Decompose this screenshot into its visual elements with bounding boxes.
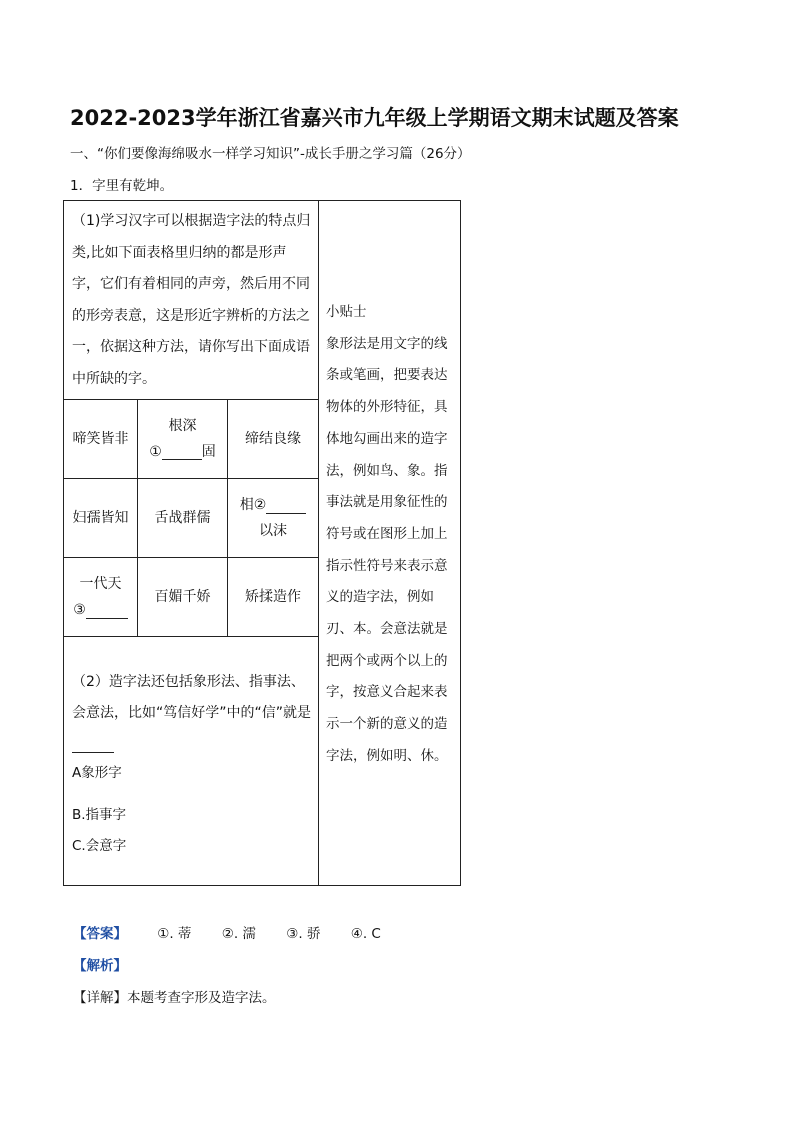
answer-item: ①. 蒂	[157, 926, 192, 942]
idiom-grid	[64, 399, 318, 637]
option-c[interactable]: C.会意字	[72, 838, 127, 854]
idiom-cell-blank	[64, 558, 137, 636]
idiom-text: 舌战群儒	[154, 510, 211, 526]
idiom-cell	[138, 558, 227, 636]
part2-question	[72, 667, 314, 760]
idiom-text: 矫揉造作	[245, 589, 301, 605]
idiom-text: 百媚千娇	[154, 589, 211, 605]
analysis-tag: 【解析】	[73, 958, 127, 974]
answer-item: ③. 骄	[286, 926, 321, 942]
analysis-line	[73, 956, 127, 976]
idiom-text: 相②	[239, 497, 267, 513]
idiom-cell-blank	[138, 399, 227, 478]
idiom-blank-line	[73, 597, 128, 623]
tips-heading: 小贴士	[326, 304, 367, 320]
detail-tag: 【详解】	[73, 990, 127, 1006]
detail-text: 本题考查字形及造字法。	[127, 990, 276, 1006]
part2-text: （2）造字法还包括象形法、指事法、会意法，比如“笃信好学”中的“信”就是	[72, 674, 312, 721]
answer-line	[73, 924, 381, 944]
idiom-cell-blank	[228, 479, 318, 557]
answer-blank[interactable]	[86, 602, 128, 619]
tips-text: 象形法是用文字的线条或笔画，把要表达物体的外形特征，具体地勾画出来的造字法，例如鸟、象。指事法就是用象征性的符号或在图形上加上指示性符号来表示意义的造字法，例如刃、本。会意法就是把两个或两个以上的字，按意义合起来表示一个新的意义的造字法，例如明、休。	[326, 335, 448, 764]
question-number: 1．字里有乾坤。	[70, 178, 174, 194]
idiom-blank-line	[240, 492, 307, 518]
idiom-cell	[228, 558, 318, 636]
answer-blank[interactable]	[72, 736, 114, 753]
idiom-text: 啼笑皆非	[72, 430, 129, 447]
answer-blank[interactable]	[162, 443, 202, 460]
detail-line	[73, 988, 276, 1008]
idiom-text: 缔结良缘	[245, 430, 301, 447]
idiom-blank-line	[149, 439, 216, 465]
idiom-cell	[138, 479, 227, 557]
idiom-text: 以沫	[259, 523, 287, 539]
left-panel	[64, 201, 318, 885]
idiom-text: 妇孺皆知	[72, 510, 129, 526]
grid-line	[64, 636, 318, 637]
blank-number: ①	[149, 443, 162, 460]
idiom-text: 一代天	[79, 576, 122, 592]
answer-blank[interactable]	[266, 497, 306, 514]
tips-panel	[326, 297, 456, 773]
idiom-text: 固	[201, 443, 216, 460]
idiom-cell	[64, 479, 137, 557]
question-table	[63, 200, 461, 886]
blank-number: ③	[73, 602, 86, 618]
section-heading: 一、“你们要像海绵吸水一样学习知识”-成长手册之学习篇（26分）	[70, 146, 471, 162]
table-divider	[318, 201, 319, 885]
option-a[interactable]: A象形字	[72, 765, 122, 781]
answer-tag: 【答案】	[73, 926, 127, 942]
part1-intro: （1)学习汉字可以根据造字法的特点归类,比如下面表格里归纳的都是形声字，它们有着相同的声旁，然后用不同的形旁表意，这是形近字辨析的方法之一，依据这种方法，请你写出下面成语中所缺的字。	[72, 213, 311, 387]
idiom-cell	[228, 399, 318, 478]
idiom-text: 根深	[168, 417, 197, 434]
document-title: 2022-2023学年浙江省嘉兴市九年级上学期语文期末试题及答案	[70, 106, 679, 130]
idiom-cell	[64, 399, 137, 478]
answer-item: ②. 濡	[221, 926, 256, 942]
option-b[interactable]: B.指事字	[72, 807, 127, 823]
answer-item: ④. C	[350, 926, 381, 942]
